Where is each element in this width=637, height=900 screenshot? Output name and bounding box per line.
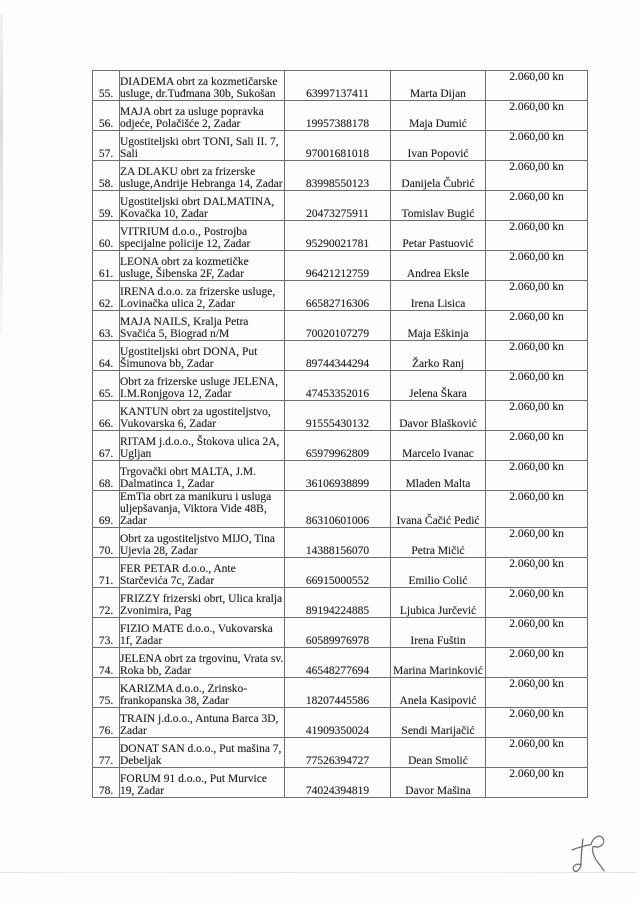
id-number: 47453352016 bbox=[285, 371, 391, 401]
id-number: 95290021781 bbox=[285, 221, 391, 251]
amount: 2.060,00 kn bbox=[486, 678, 588, 708]
id-number: 86310601006 bbox=[285, 491, 391, 528]
person-name: Maja Eškinja bbox=[391, 311, 486, 341]
table-row bbox=[93, 588, 588, 618]
id-number: 83998550123 bbox=[285, 161, 391, 191]
row-number: 71. bbox=[93, 558, 120, 588]
business-name: Obrt za frizerske usluge JELENA, I.M.Ronjgova 12, Zadar bbox=[120, 371, 285, 401]
table-row bbox=[93, 431, 588, 461]
business-name: FER PETAR d.o.o., Ante Starčevića 7c, Zadar bbox=[120, 558, 285, 588]
table-row bbox=[93, 221, 588, 251]
business-name: MAJA obrt za usluge popravka odjeće, Polačišće 2, Zadar bbox=[120, 101, 285, 131]
id-number: 66915000552 bbox=[285, 558, 391, 588]
business-name: FORUM 91 d.o.o., Put Murvice 19, Zadar bbox=[120, 768, 285, 798]
business-name: Obrt za ugostiteljstvo MIJO, Tina Ujevia 28, Zadar bbox=[120, 528, 285, 558]
id-number: 19957388178 bbox=[285, 101, 391, 131]
fold-line bbox=[0, 872, 637, 873]
table-row bbox=[93, 311, 588, 341]
business-name: FIZIO MATE d.o.o., Vukovarska 1f, Zadar bbox=[120, 618, 285, 648]
business-name: Ugostiteljski obrt TONI, Sali II. 7, Sali bbox=[120, 131, 285, 161]
id-number: 89744344294 bbox=[285, 341, 391, 371]
amount: 2.060,00 kn bbox=[486, 768, 588, 798]
row-number: 67. bbox=[93, 431, 120, 461]
table-row bbox=[93, 528, 588, 558]
id-number: 36106938899 bbox=[285, 461, 391, 491]
row-number: 64. bbox=[93, 341, 120, 371]
row-number: 63. bbox=[93, 311, 120, 341]
amount: 2.060,00 kn bbox=[486, 311, 588, 341]
person-name: Davor Mašina bbox=[391, 768, 486, 798]
business-name: EmTia obrt za manikuru i usluga uljepšavanja, Viktora Vide 48B, Zadar bbox=[120, 491, 285, 528]
table-row bbox=[93, 461, 588, 491]
row-number: 75. bbox=[93, 678, 120, 708]
id-number: 70020107279 bbox=[285, 311, 391, 341]
business-name: RITAM j.d.o.o., Štokova ulica 2A, Ugljan bbox=[120, 431, 285, 461]
row-number: 74. bbox=[93, 648, 120, 678]
amount: 2.060,00 kn bbox=[486, 371, 588, 401]
id-number: 91555430132 bbox=[285, 401, 391, 431]
row-number: 70. bbox=[93, 528, 120, 558]
person-name: Anela Kasipović bbox=[391, 678, 486, 708]
row-number: 72. bbox=[93, 588, 120, 618]
person-name: Andrea Eksle bbox=[391, 251, 486, 281]
amount: 2.060,00 kn bbox=[486, 71, 588, 101]
row-number: 78. bbox=[93, 768, 120, 798]
id-number: 77526394727 bbox=[285, 738, 391, 768]
amount: 2.060,00 kn bbox=[486, 161, 588, 191]
business-name: KANTUN obrt za ugostiteljstvo, Vukovarska 6, Zadar bbox=[120, 401, 285, 431]
amount: 2.060,00 kn bbox=[486, 648, 588, 678]
row-number: 65. bbox=[93, 371, 120, 401]
amount: 2.060,00 kn bbox=[486, 588, 588, 618]
person-name: Emilio Colić bbox=[391, 558, 486, 588]
row-number: 61. bbox=[93, 251, 120, 281]
business-name: VITRIUM d.o.o., Postrojba specijalne policije 12, Zadar bbox=[120, 221, 285, 251]
business-name: JELENA obrt za trgovinu, Vrata sv. Roka bb, Zadar bbox=[120, 648, 285, 678]
row-number: 77. bbox=[93, 738, 120, 768]
person-name: Marina Marinković bbox=[391, 648, 486, 678]
business-name: KARIZMA d.o.o., Zrinsko-frankopanska 38, Zadar bbox=[120, 678, 285, 708]
amount: 2.060,00 kn bbox=[486, 708, 588, 738]
id-number: 97001681018 bbox=[285, 131, 391, 161]
row-number: 55. bbox=[93, 71, 120, 101]
amount: 2.060,00 kn bbox=[486, 131, 588, 161]
business-name: TRAIN j.d.o.o., Antuna Barca 3D, Zadar bbox=[120, 708, 285, 738]
person-name: Marta Dijan bbox=[391, 71, 486, 101]
table-row bbox=[93, 678, 588, 708]
scan-edge-streak bbox=[0, 14, 3, 334]
person-name: Mladen Malta bbox=[391, 461, 486, 491]
table-row bbox=[93, 341, 588, 371]
person-name: Davor Blašković bbox=[391, 401, 486, 431]
row-number: 57. bbox=[93, 131, 120, 161]
table-row bbox=[93, 71, 588, 101]
id-number: 63997137411 bbox=[285, 71, 391, 101]
person-name: Danijela Čubrić bbox=[391, 161, 486, 191]
row-number: 62. bbox=[93, 281, 120, 311]
row-number: 76. bbox=[93, 708, 120, 738]
table-row bbox=[93, 251, 588, 281]
person-name: Petar Pastuović bbox=[391, 221, 486, 251]
amount: 2.060,00 kn bbox=[486, 251, 588, 281]
amount: 2.060,00 kn bbox=[486, 401, 588, 431]
id-number: 74024394819 bbox=[285, 768, 391, 798]
table-row bbox=[93, 768, 588, 798]
amount: 2.060,00 kn bbox=[486, 191, 588, 221]
id-number: 96421212759 bbox=[285, 251, 391, 281]
row-number: 60. bbox=[93, 221, 120, 251]
row-number: 59. bbox=[93, 191, 120, 221]
table-row bbox=[93, 161, 588, 191]
id-number: 20473275911 bbox=[285, 191, 391, 221]
table-row bbox=[93, 491, 588, 528]
business-name: Ugostiteljski obrt DONA, Put Šimunova bb, Zadar bbox=[120, 341, 285, 371]
person-name: Ivan Popović bbox=[391, 131, 486, 161]
business-name: DONAT SAN d.o.o., Put mašina 7, Debeljak bbox=[120, 738, 285, 768]
row-number: 68. bbox=[93, 461, 120, 491]
payments-table-container bbox=[92, 70, 587, 798]
person-name: Sendi Marijačić bbox=[391, 708, 486, 738]
business-name: FRIZZY frizerski obrt, Ulica kralja Zvonimira, Pag bbox=[120, 588, 285, 618]
person-name: Marcelo Ivanac bbox=[391, 431, 486, 461]
id-number: 14388156070 bbox=[285, 528, 391, 558]
person-name: Žarko Ranj bbox=[391, 341, 486, 371]
table-row bbox=[93, 738, 588, 768]
id-number: 65979962809 bbox=[285, 431, 391, 461]
row-number: 69. bbox=[93, 491, 120, 528]
row-number: 73. bbox=[93, 618, 120, 648]
person-name: Jelena Škara bbox=[391, 371, 486, 401]
person-name: Ljubica Jurčević bbox=[391, 588, 486, 618]
id-number: 46548277694 bbox=[285, 648, 391, 678]
table-row bbox=[93, 558, 588, 588]
amount: 2.060,00 kn bbox=[486, 431, 588, 461]
id-number: 41909350024 bbox=[285, 708, 391, 738]
amount: 2.060,00 kn bbox=[486, 558, 588, 588]
payments-table bbox=[92, 70, 588, 798]
table-row bbox=[93, 101, 588, 131]
business-name: LEONA obrt za kozmetičke usluge, Šibenska 2F, Zadar bbox=[120, 251, 285, 281]
person-name: Dean Smolić bbox=[391, 738, 486, 768]
person-name: Tomislav Bugić bbox=[391, 191, 486, 221]
person-name: Irena Lisica bbox=[391, 281, 486, 311]
table-row bbox=[93, 648, 588, 678]
person-name: Ivana Čačić Pedić bbox=[391, 491, 486, 528]
table-row bbox=[93, 191, 588, 221]
row-number: 58. bbox=[93, 161, 120, 191]
amount: 2.060,00 kn bbox=[486, 221, 588, 251]
id-number: 60589976978 bbox=[285, 618, 391, 648]
amount: 2.060,00 kn bbox=[486, 281, 588, 311]
table-row bbox=[93, 618, 588, 648]
amount: 2.060,00 kn bbox=[486, 491, 588, 528]
row-number: 56. bbox=[93, 101, 120, 131]
table-row bbox=[93, 708, 588, 738]
table-row bbox=[93, 281, 588, 311]
amount: 2.060,00 kn bbox=[486, 341, 588, 371]
table-row bbox=[93, 401, 588, 431]
amount: 2.060,00 kn bbox=[486, 618, 588, 648]
amount: 2.060,00 kn bbox=[486, 461, 588, 491]
business-name: MAJA NAILS, Kralja Petra Svačića 5, Biograd n/M bbox=[120, 311, 285, 341]
person-name: Irena Fuštin bbox=[391, 618, 486, 648]
table-row bbox=[93, 371, 588, 401]
person-name: Maja Dumić bbox=[391, 101, 486, 131]
signature-mark bbox=[568, 832, 620, 882]
business-name: ZA DLAKU obrt za frizerske usluge,Andrije Hebranga 14, Zadar bbox=[120, 161, 285, 191]
amount: 2.060,00 kn bbox=[486, 101, 588, 131]
table-row bbox=[93, 131, 588, 161]
amount: 2.060,00 kn bbox=[486, 528, 588, 558]
business-name: IRENA d.o.o. za frizerske usluge, Lovinačka ulica 2, Zadar bbox=[120, 281, 285, 311]
id-number: 89194224885 bbox=[285, 588, 391, 618]
row-number: 66. bbox=[93, 401, 120, 431]
business-name: Trgovački obrt MALTA, J.M. Dalmatinca 1, Zadar bbox=[120, 461, 285, 491]
id-number: 18207445586 bbox=[285, 678, 391, 708]
person-name: Petra Mičić bbox=[391, 528, 486, 558]
id-number: 66582716306 bbox=[285, 281, 391, 311]
amount: 2.060,00 kn bbox=[486, 738, 588, 768]
business-name: DIADEMA obrt za kozmetičarske usluge, dr.Tuđmana 30b, Sukošan bbox=[120, 71, 285, 101]
business-name: Ugostiteljski obrt DALMATINA, Kovačka 10, Zadar bbox=[120, 191, 285, 221]
